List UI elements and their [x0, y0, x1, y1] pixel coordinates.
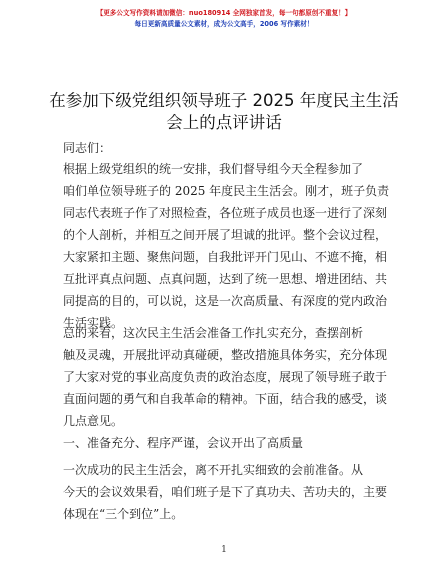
paragraph-line: 同志代表班子作了对照检查，各位班子成员也逐一进行了深刻 — [63, 206, 388, 220]
banner-line-1: 【更多公文写作资料请加微信：nuo180914 全网独家首发，每一句都原创不重复！】 — [96, 9, 352, 17]
banner-line-2: 每日更新高质量公文素材，成为公文高手，2006 写作素材！ — [134, 20, 314, 28]
paragraph-line: 的个人剖析，并相互之间开展了坦诚的批评。整个会议过程， — [63, 228, 388, 242]
section-heading-text: 一、准备充分、程序严谨，会议开出了高质量 — [63, 436, 304, 450]
paragraph-line: 大家紧扣主题、聚焦问题，自我批评开门见山、不遮不掩，相 — [63, 250, 388, 264]
paragraph-line: 总的来看，这次民主生活会准备工作扎实充分，查摆剖析 — [63, 326, 364, 340]
promo-banner — [0, 8, 448, 30]
salutation-text: 同志们： — [63, 141, 112, 155]
document-title — [0, 90, 448, 134]
paragraph-line: 根据上级党组织的统一安排，我们督导组今天全程参加了 — [63, 162, 364, 176]
page-number: 1 — [221, 545, 227, 555]
paragraph-line: 同提高的目的，可以说，这是一次高质量、有深度的党内政治 — [63, 294, 388, 308]
paragraph-line: 互批评真点问题、点真问题，达到了统一思想、增进团结、共 — [63, 272, 388, 286]
title-line-1: 在参加下级党组织领导班子 2025 年度民主生活 — [49, 91, 399, 110]
paragraph-line: 今天的会议效果看，咱们班子是下了真功夫、苦功夫的，主要 — [63, 485, 388, 499]
paragraph-line: 咱们单位领导班子的 2025 年度民主生活会。刚才，班子负责 — [63, 184, 390, 198]
paragraph-1 — [63, 158, 389, 334]
salutation — [63, 137, 389, 159]
paragraph-line: 体现在“三个到位”上。 — [63, 507, 184, 521]
paragraph-line: 直面问题的勇气和自我革命的精神。下面，结合我的感受，谈 — [63, 392, 388, 406]
paragraph-line: 了大家对党的事业高度负责的政治态度，展现了领导班子敢于 — [63, 370, 388, 384]
paragraph-3 — [63, 459, 389, 525]
paragraph-line: 一次成功的民主生活会，离不开扎实细致的会前准备。从 — [63, 463, 364, 477]
paragraph-2 — [63, 322, 389, 432]
paragraph-line: 触及灵魂，开展批评动真碰硬，整改措施具体务实，充分体现 — [63, 348, 388, 362]
paragraph-line: 几点意见。 — [63, 414, 124, 428]
section-heading-1 — [63, 432, 389, 454]
title-line-2: 会上的点评讲话 — [166, 113, 282, 132]
paragraph-line: 生活实践。 — [63, 316, 124, 330]
